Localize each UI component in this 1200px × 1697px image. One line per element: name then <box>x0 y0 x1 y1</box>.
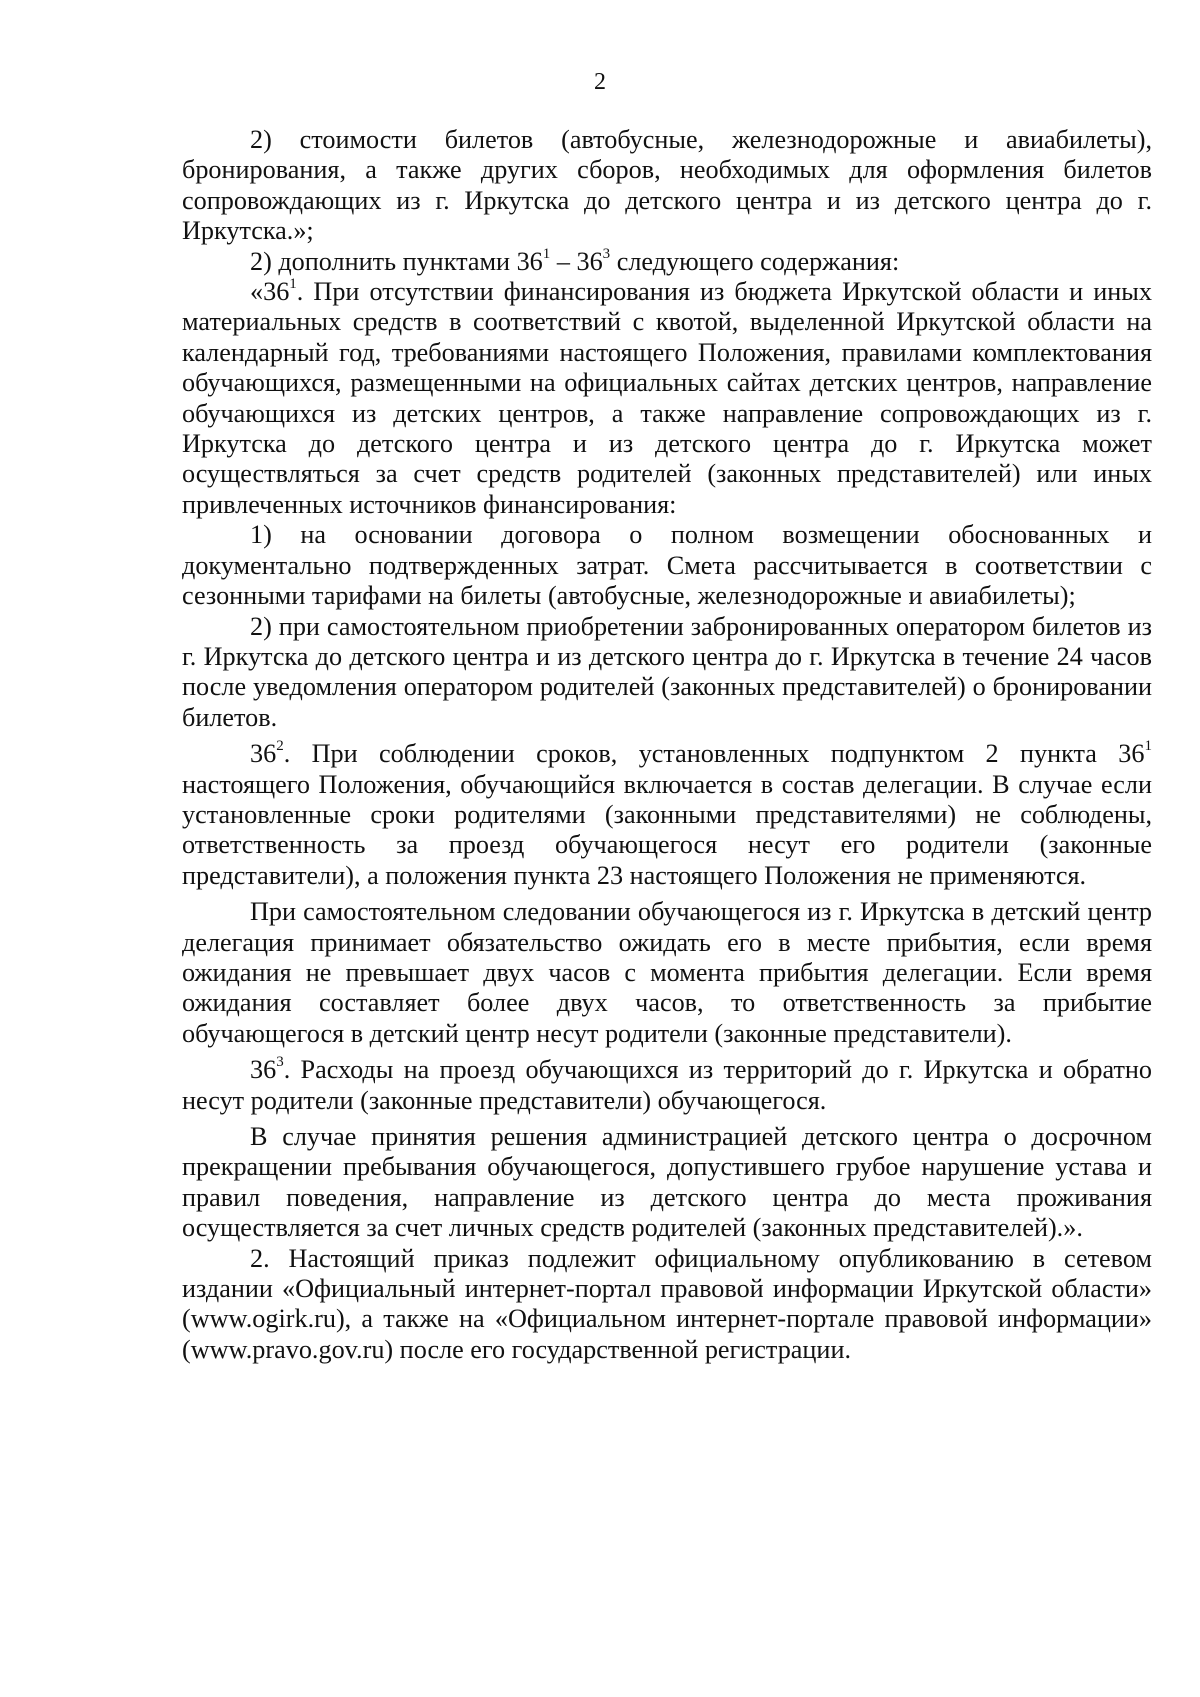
paragraph: 2) стоимости билетов (автобусные, железнодорожные и авиабилеты), бронирования, а также других сборов, необходимых для оформления билетов сопровождающих из г. Иркутска до детского центра и из детского центра до г. Иркутска.»; <box>182 125 1152 246</box>
page-number: 2 <box>594 69 606 95</box>
paragraph: 1) на основании договора о полном возмещении обоснованных и документально подтвержденных затрат. Смета рассчитывается в соответствии с сезонными тарифами на билеты (автобусные, железнодорожные и авиабилеты); <box>182 520 1152 611</box>
document-body <box>182 125 1152 1365</box>
superscript: 1 <box>289 276 297 293</box>
superscript: 3 <box>276 1054 284 1071</box>
superscript: 1 <box>542 245 551 262</box>
paragraph: 2. Настоящий приказ подлежит официальному опубликованию в сетевом издании «Официальный интернет-портал правовой информации Иркутской области» (www.ogirk.ru), а также на «Официальном интернет-портале правовой информации» (www.pravo.gov.ru) после его государственной регистрации. <box>182 1243 1152 1364</box>
paragraph: 2) при самостоятельном приобретении забронированных оператором билетов из г. Иркутска до детского центра и из детского центра до г. Иркутска в течение 24 часов после уведомления оператором родителей (законных представителей) о бронировании билетов. <box>182 611 1152 732</box>
paragraph: 2) дополнить пунктами $36^1 - 36^3$ следующего содержания: <box>250 245 900 276</box>
paragraph: $36^3$. Расходы на проезд обучающихся из территорий до г. Иркутска и обратно несут родители (законные представители) обучающегося. <box>182 1054 1152 1115</box>
superscript: 2 <box>276 738 284 755</box>
superscript: 3 <box>602 245 611 262</box>
paragraph: «$36^1$. При отсутствии финансирования из бюджета Иркутской области и иных материальных средств в соответствий с квотой, выделенной Иркутской области на календарный год, требованиями настоящего Положения, правилами комплектования обучающихся, размещенными на официальных сайтах детских центров, направление обучающихся из детских центров, а также направление сопровождающих из г. Иркутска до детского центра и из детского центра до г. Иркутска может осуществляться за счет средств родителей (законных представителей) или иных привлеченных источников финансирования: <box>182 276 1152 519</box>
paragraph: При самостоятельном следовании обучающегося из г. Иркутска в детский центр делегация принимает обязательство ожидать его в месте прибытия, если время ожидания не превышает двух часов с момента прибытия делегации. Если время ожидания составляет более двух часов, то ответственность за прибытие обучающегося в детский центр несут родители (законные представители). <box>182 897 1152 1048</box>
superscript: 1 <box>1144 738 1152 755</box>
paragraph: $36^2$. При соблюдении сроков, установленных подпунктом 2 пункта $36^1$ настоящего Положения, обучающийся включается в состав делегации. В случае если установленные сроки родителями (законными представителями) не соблюдены, ответственность за проезд обучающегося несут его родители (законные представители), а положения пункта 23 настоящего Положения не применяются. <box>182 738 1152 890</box>
paragraph: В случае принятия решения администрацией детского центра о досрочном прекращении пребывания обучающегося, допустившего грубое нарушение устава и правил поведения, направление из детского центра до места проживания осуществляется за счет личных средств родителей (законных представителей).». <box>182 1122 1152 1243</box>
